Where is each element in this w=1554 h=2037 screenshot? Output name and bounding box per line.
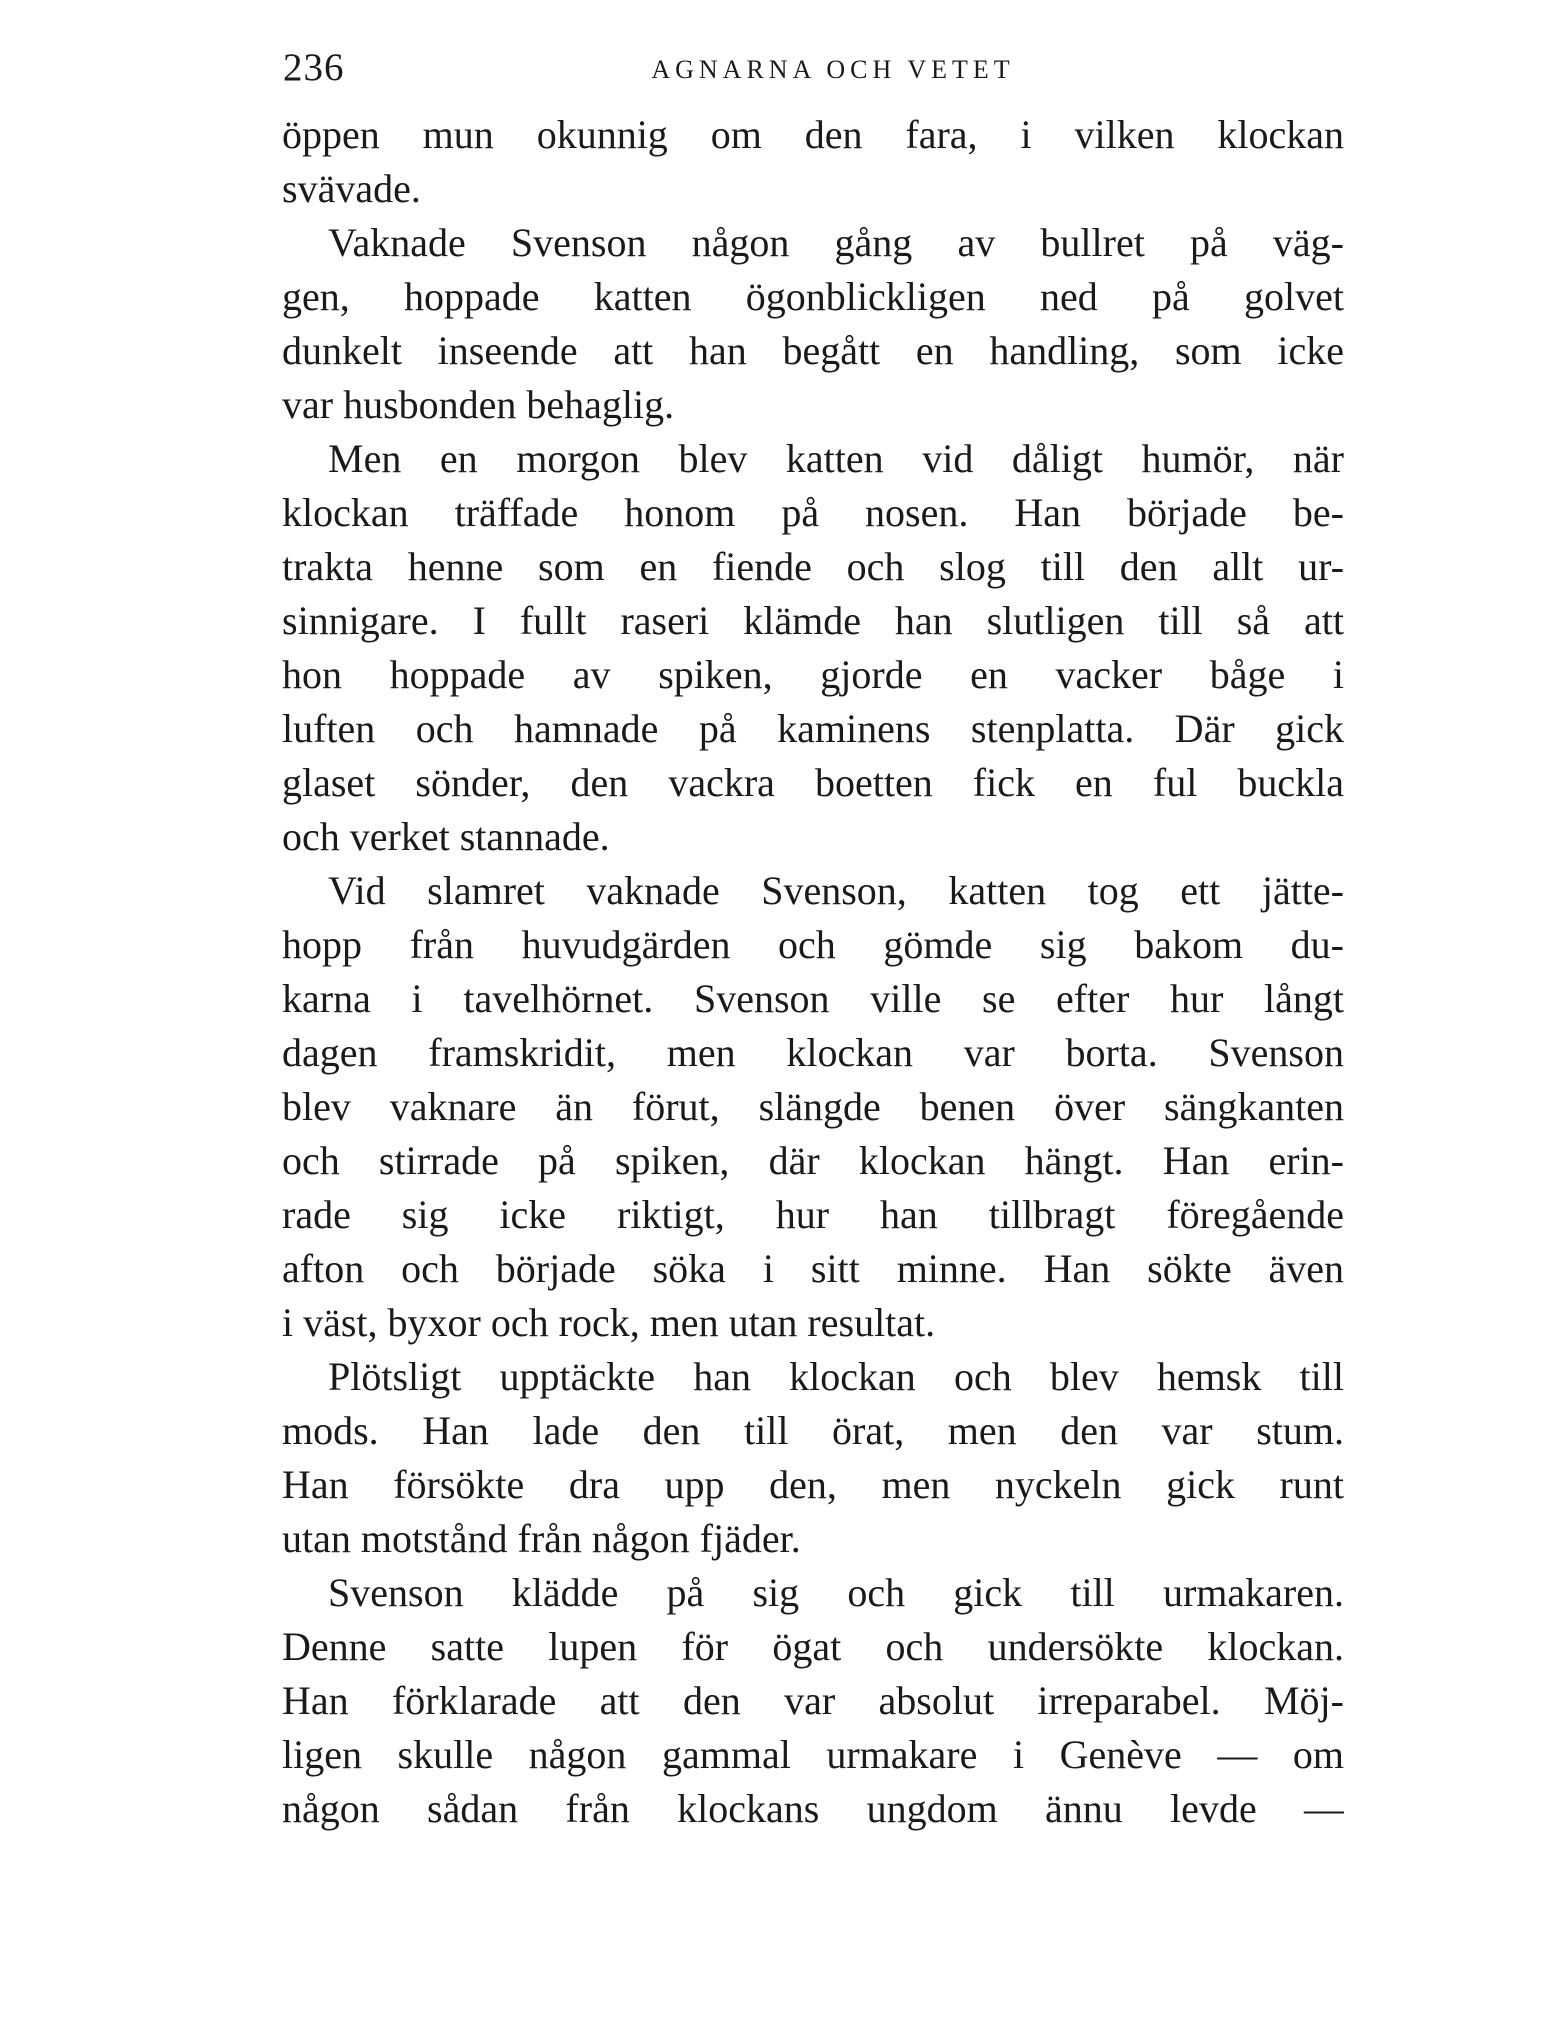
text-line: afton och började söka i sitt minne. Han sökte även bbox=[282, 1246, 1344, 1291]
text-line: någon sådan från klockans ungdom ännu levde — bbox=[282, 1786, 1344, 1831]
text-line: Han försökte dra upp den, men nyckeln gick runt bbox=[282, 1462, 1344, 1507]
text-line: och stirrade på spiken, där klockan hängt. Han erin- bbox=[282, 1138, 1344, 1183]
text-line: i väst, byxor och rock, men utan resultat. bbox=[282, 1300, 936, 1345]
running-head bbox=[283, 46, 1343, 90]
running-title: AGNARNA OCH VETET bbox=[651, 55, 1015, 84]
text-line: öppen mun okunnig om den fara, i vilken klockan bbox=[282, 112, 1344, 157]
text-line: sinnigare. I fullt raseri klämde han slutligen till så att bbox=[282, 598, 1344, 643]
text-line: och verket stannade. bbox=[282, 814, 610, 859]
text-line: rade sig icke riktigt, hur han tillbragt föregående bbox=[282, 1192, 1344, 1237]
paragraph bbox=[282, 864, 1344, 1350]
page-number: 236 bbox=[283, 46, 345, 89]
text-line: hon hoppade av spiken, gjorde en vacker båge i bbox=[282, 652, 1344, 697]
body-text bbox=[282, 108, 1344, 1836]
text-line: hopp från huvudgärden och gömde sig bakom du- bbox=[282, 922, 1344, 967]
text-line: trakta henne som en fiende och slog till den allt ur- bbox=[282, 544, 1344, 589]
text-line: Vaknade Svenson någon gång av bullret på väg- bbox=[328, 220, 1344, 265]
paragraph bbox=[282, 432, 1344, 864]
text-line: klockan träffade honom på nosen. Han började be- bbox=[282, 490, 1344, 535]
text-line: dagen framskridit, men klockan var borta. Svenson bbox=[282, 1030, 1344, 1075]
text-line: var husbonden behaglig. bbox=[282, 382, 675, 427]
paragraph bbox=[282, 1350, 1344, 1566]
text-line: Han förklarade att den var absolut irreparabel. Möj- bbox=[282, 1678, 1344, 1723]
text-line: blev vaknare än förut, slängde benen över sängkanten bbox=[282, 1084, 1344, 1129]
text-line: Plötsligt upptäckte han klockan och blev hemsk till bbox=[328, 1354, 1344, 1399]
text-line: Svenson klädde på sig och gick till urmakaren. bbox=[328, 1570, 1344, 1615]
paragraph bbox=[282, 108, 1344, 216]
text-line: Men en morgon blev katten vid dåligt humör, när bbox=[328, 436, 1344, 481]
text-line: utan motstånd från någon fjäder. bbox=[282, 1516, 801, 1561]
text-line: ligen skulle någon gammal urmakare i Genève — om bbox=[282, 1732, 1344, 1777]
paragraph bbox=[282, 216, 1344, 432]
text-line: mods. Han lade den till örat, men den var stum. bbox=[282, 1408, 1344, 1453]
text-line: Denne satte lupen för ögat och undersökte klockan. bbox=[282, 1624, 1344, 1669]
text-line: karna i tavelhörnet. Svenson ville se efter hur långt bbox=[282, 976, 1344, 1021]
text-line: dunkelt inseende att han begått en handling, som icke bbox=[282, 328, 1344, 373]
paragraph bbox=[282, 1566, 1344, 1836]
text-line: Vid slamret vaknade Svenson, katten tog ett jätte- bbox=[328, 868, 1344, 913]
text-line: luften och hamnade på kaminens stenplatta. Där gick bbox=[282, 706, 1344, 751]
text-line: svävade. bbox=[282, 166, 421, 211]
text-line: glaset sönder, den vackra boetten fick en ful buckla bbox=[282, 760, 1344, 805]
text-line: gen, hoppade katten ögonblickligen ned på golvet bbox=[282, 274, 1344, 319]
